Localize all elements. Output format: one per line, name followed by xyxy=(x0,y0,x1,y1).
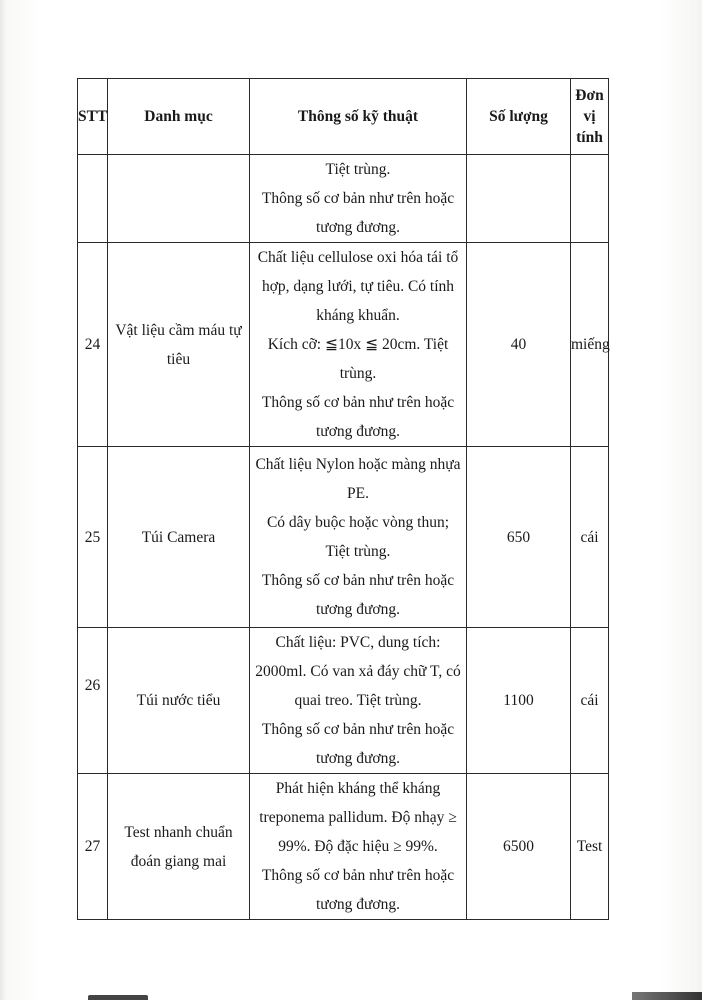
cell-stt: 27 xyxy=(78,774,108,920)
table-row xyxy=(78,155,609,243)
category-line: Test nhanh chuẩn xyxy=(124,823,233,841)
spec-line: hợp, dạng lưới, tự tiêu. Có tính xyxy=(261,278,455,295)
spec-line: tương đương. xyxy=(315,423,400,440)
spec-line: Thông số cơ bản như trên hoặc xyxy=(261,394,455,411)
page-edge-shadow xyxy=(0,0,6,1000)
spec-line: Thông số cơ bản như trên hoặc xyxy=(261,190,455,207)
cell-category xyxy=(108,447,250,628)
spec-line: 2000ml. Có van xả đáy chữ T, có xyxy=(255,663,461,680)
cell-unit: Test xyxy=(571,774,609,920)
specification-table xyxy=(77,78,609,920)
spec-line: Có dây buộc hoặc vòng thun; xyxy=(266,514,450,531)
spec-line: trùng. xyxy=(339,365,377,382)
spec-line: Tiệt trùng. xyxy=(325,543,391,560)
cell-spec xyxy=(250,155,467,243)
cell-category xyxy=(108,155,250,243)
cell-quantity: 1100 xyxy=(467,628,571,774)
header-unit-line: Đơn xyxy=(575,87,604,104)
cell-unit: cái xyxy=(571,447,609,628)
cell-stt: 25 xyxy=(78,447,108,628)
spec-line: tương đương. xyxy=(315,750,400,767)
cell-spec xyxy=(250,447,467,628)
spec-line: tương đương. xyxy=(315,601,400,618)
spec-line: treponema pallidum. Độ nhạy ≥ xyxy=(259,809,457,826)
header-row xyxy=(78,79,609,155)
spec-line: Chất liệu cellulose oxi hóa tái tổ xyxy=(257,249,459,266)
table-row xyxy=(78,447,609,628)
cell-stt: 24 xyxy=(78,243,108,447)
header-quantity: Số lượng xyxy=(467,79,571,155)
cell-quantity xyxy=(467,155,571,243)
table-row xyxy=(78,243,609,447)
header-unit-line: vị xyxy=(583,108,596,125)
spec-line: tương đương. xyxy=(315,896,400,913)
cell-spec xyxy=(250,628,467,774)
cell-unit: miếng xyxy=(571,243,609,447)
spec-line: Chất liệu Nylon hoặc màng nhựa xyxy=(255,456,461,473)
scan-artifact xyxy=(632,992,702,1000)
category-line: Vật liệu cầm máu tự xyxy=(115,321,242,339)
spec-line: 99%. Độ đặc hiệu ≥ 99%. xyxy=(278,838,438,855)
scan-artifact xyxy=(88,995,148,1000)
category-line: đoán giang mai xyxy=(130,852,227,870)
cell-unit xyxy=(571,155,609,243)
header-category: Danh mục xyxy=(108,79,250,155)
spec-line: Chất liệu: PVC, dung tích: xyxy=(275,634,441,651)
table-row xyxy=(78,628,609,774)
spec-line: Tiệt trùng. xyxy=(325,161,391,178)
cell-quantity: 650 xyxy=(467,447,571,628)
spec-line: Thông số cơ bản như trên hoặc xyxy=(261,572,455,589)
spec-line: kháng khuẩn. xyxy=(316,307,400,324)
spec-line: Thông số cơ bản như trên hoặc xyxy=(261,721,455,738)
spec-line: Phát hiện kháng thể kháng xyxy=(275,780,441,797)
header-spec: Thông số kỹ thuật xyxy=(250,79,467,155)
cell-category xyxy=(108,774,250,920)
category-line: Túi nước tiểu xyxy=(136,692,221,709)
cell-category xyxy=(108,628,250,774)
header-stt: STT xyxy=(78,79,108,155)
cell-spec xyxy=(250,243,467,447)
header-unit xyxy=(571,79,609,155)
spec-line: tương đương. xyxy=(315,219,400,236)
spec-line: Thông số cơ bản như trên hoặc xyxy=(261,867,455,884)
table-row xyxy=(78,774,609,920)
cell-quantity: 40 xyxy=(467,243,571,447)
cell-quantity: 6500 xyxy=(467,774,571,920)
spec-line: PE. xyxy=(347,485,369,502)
spec-line: Kích cỡ: ≦10x ≦ 20cm. Tiệt xyxy=(267,336,449,353)
cell-stt xyxy=(78,155,108,243)
category-line: tiêu xyxy=(166,350,191,368)
cell-spec xyxy=(250,774,467,920)
cell-unit: cái xyxy=(571,628,609,774)
category-line: Túi Camera xyxy=(141,528,216,546)
spec-line: quai treo. Tiệt trùng. xyxy=(294,692,422,709)
cell-stt: 26 xyxy=(78,613,108,759)
header-unit-line: tính xyxy=(576,129,603,146)
cell-category xyxy=(108,243,250,447)
